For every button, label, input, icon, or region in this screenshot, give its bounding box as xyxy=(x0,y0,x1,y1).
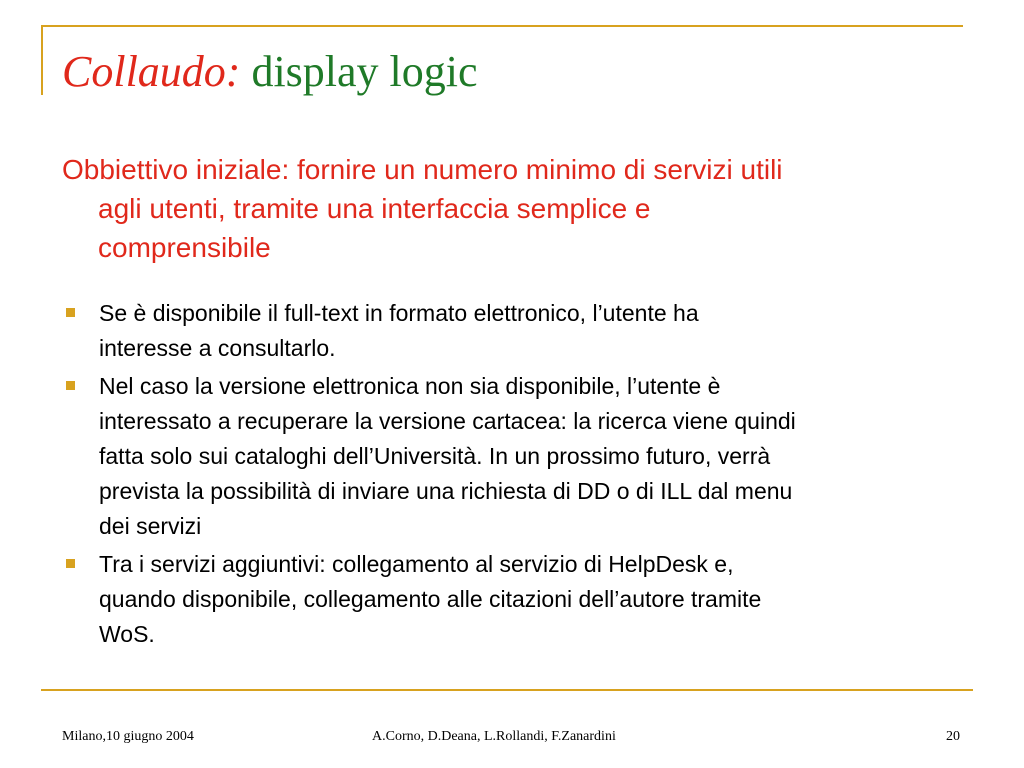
intro-line: comprensibile xyxy=(98,232,271,263)
bullet-item xyxy=(62,369,972,544)
bullet-line: WoS. xyxy=(99,621,155,647)
title-main-part: display logic xyxy=(251,47,478,96)
slide-title xyxy=(62,42,478,102)
left-rule xyxy=(41,25,43,95)
bullet-line: dei servizi xyxy=(99,513,202,539)
top-rule xyxy=(41,25,963,27)
bullet-item xyxy=(62,547,972,652)
intro-paragraph xyxy=(62,150,962,267)
intro-line: agli utenti, tramite una interfaccia semplice e xyxy=(98,193,651,224)
bullet-item xyxy=(62,296,972,366)
bullet-line: interesse a consultarlo. xyxy=(99,335,336,361)
footer-authors: A.Corno, D.Deana, L.Rollandi, F.Zanardini xyxy=(372,729,616,744)
bullet-line: interessato a recuperare la versione cartacea: la ricerca viene quindi xyxy=(99,408,796,434)
footer-date: Milano,10 giugno 2004 xyxy=(62,729,194,744)
bullet-line: Nel caso la versione elettronica non sia disponibile, l’utente è xyxy=(99,373,721,399)
bullet-line: Tra i servizi aggiuntivi: collegamento al servizio di HelpDesk e, xyxy=(99,551,734,577)
square-bullet-icon xyxy=(66,308,75,317)
page-number: 20 xyxy=(946,729,960,744)
intro-line: Obbiettivo iniziale: fornire un numero minimo di servizi utili xyxy=(62,154,783,185)
bullet-list xyxy=(62,296,972,655)
bullet-line: Se è disponibile il full-text in formato elettronico, l’utente ha xyxy=(99,300,699,326)
bottom-rule xyxy=(41,689,973,691)
bullet-line: fatta solo sui cataloghi dell’Università. In un prossimo futuro, verrà xyxy=(99,443,771,469)
square-bullet-icon xyxy=(66,381,75,390)
title-italic-part: Collaudo: xyxy=(62,47,241,96)
square-bullet-icon xyxy=(66,559,75,568)
bullet-line: prevista la possibilità di inviare una richiesta di DD o di ILL dal menu xyxy=(99,478,793,504)
bullet-line: quando disponibile, collegamento alle citazioni dell’autore tramite xyxy=(99,586,762,612)
